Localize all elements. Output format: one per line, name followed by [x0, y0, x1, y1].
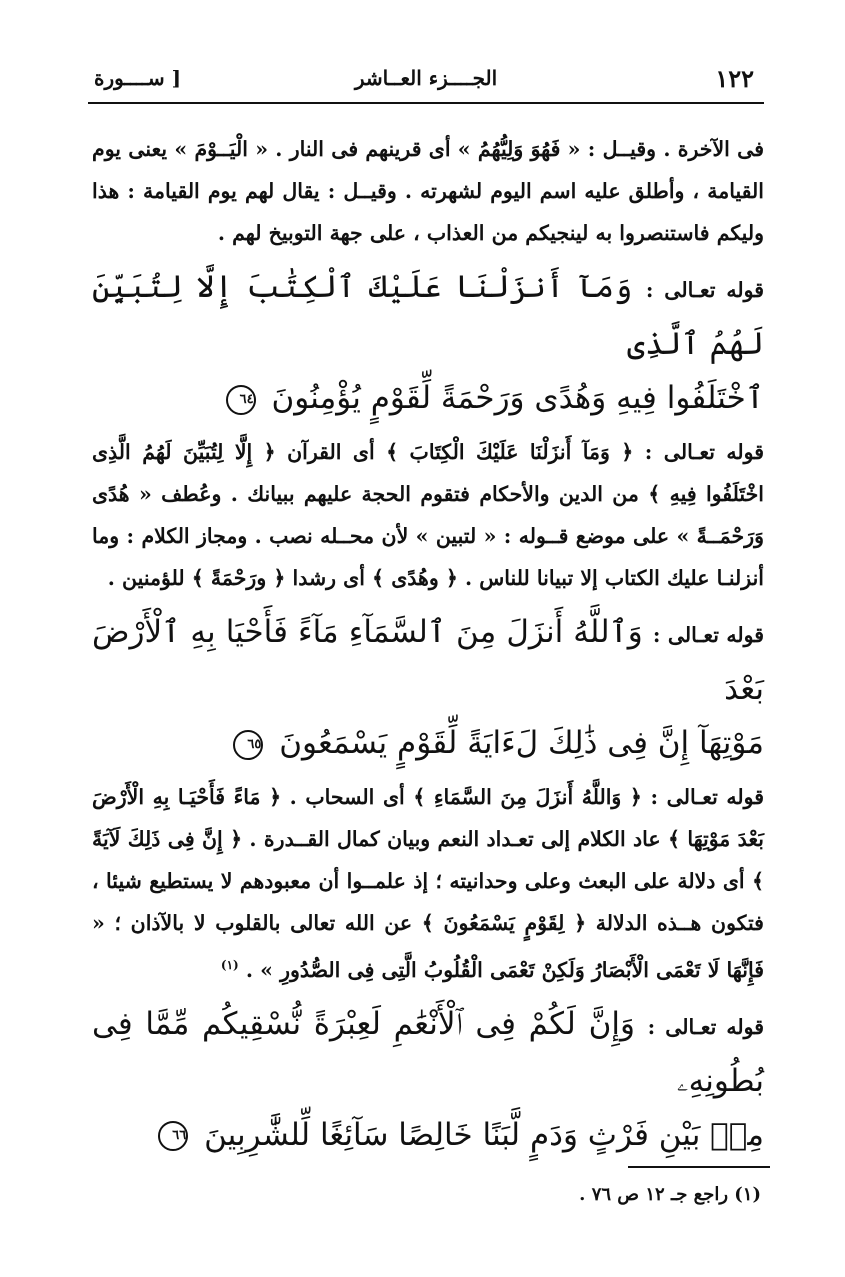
surah-label: [ ســــورة — [94, 66, 182, 90]
verse-text: وَإِنَّ لَكُمْ فِى ٱلْأَنْعَٰمِ لَعِبْرَةً نُّسْقِيكُم مِّمَّا فِى بُطُونِهِۦ — [92, 1005, 764, 1099]
verse-text: وَمَآ أَنزَلْنَا عَلَيْكَ ٱلْكِتَٰبَ إِلَّا لِتُبَيِّنَ لَهُمُ ٱلَّذِى — [92, 269, 764, 362]
verse-66-line-1 — [92, 997, 764, 1108]
verse-number-marker: ٦٤ — [226, 385, 256, 415]
footnote: (١) راجع جـ ١٢ ص ٧٦ . — [579, 1184, 761, 1205]
verse-66 — [92, 997, 764, 1162]
page-header — [88, 62, 764, 104]
verse-65-line-1 — [92, 605, 764, 716]
commentary-paragraph-3 — [92, 776, 764, 991]
commentary-paragraph-1: فى الآخرة . وقيــل : « فَهُوَ وَلِيُّهُمُ » أى قرينهم فى النار . « الْيَــوْمَ » يعنى يوم القيامة ، وأطلق عليه اسم اليوم لشهرته . وقيــل : يقال لهم يوم القيامة : هذا وليكم فاستنصروا به لينجيكم من العذاب ، على جهة التوبيخ لهم . — [92, 137, 764, 245]
verse-number-marker: ٦٦ — [158, 1121, 188, 1151]
verse-text: مِنۢ بَيْنِ فَرْثٍ وَدَمٍ لَّبَنًا خَالِصًا سَآئِغًا لِّلشَّٰرِبِينَ — [204, 1116, 764, 1153]
verse-intro: قوله تعـالى : — [647, 1014, 765, 1039]
commentary-paragraph-2: قوله تعـالى : ﴿ وَمَآ أَنزَلْنَا عَلَيْكَ الْكِتَابَ ﴾ أى القرآن ﴿ إِلَّا لِتُبَيِّنَ لَهُمُ الَّذِى اخْتَلَفُوا فِيهِ ﴾ من الدين والأحكام فتقوم الحجة عليهم ببيانك . وعُطف « هُدًى وَرَحْمَــةً » على موضع قــوله : « لتبين » لأن محــله نصب . ومجاز الكلام : وما أنزلنـا عليك الكتاب إلا تبيانا للناس . ﴿ وهُدًى ﴾ أى رشدا ﴿ ورَحْمَةً ﴾ للؤمنين . — [92, 440, 764, 590]
verse-intro: قوله تعـالى : — [645, 278, 764, 302]
verse-66-line-2 — [92, 1108, 764, 1162]
verse-text: وَٱللَّهُ أَنزَلَ مِنَ ٱلسَّمَآءِ مَآءً فَأَحْيَا بِهِ ٱلْأَرْضَ بَعْدَ — [92, 614, 764, 707]
verse-text: مَوْتِهَآ إِنَّ فِى ذَٰلِكَ لَءَايَةً لِّقَوْمٍ يَسْمَعُونَ — [279, 725, 764, 761]
verse-65 — [92, 605, 764, 770]
page-body — [92, 128, 764, 1168]
verse-64-line-2 — [92, 371, 764, 425]
footnote-divider — [628, 1166, 770, 1168]
verse-64-line-1 — [92, 260, 764, 371]
commentary-text: قوله تعـالى : ﴿ وَاللَّهُ أَنزَلَ مِنَ السَّمَاءِ ﴾ أى السحاب . ﴿ مَاءً فَأَحْيَـا بِهِ الْأَرْضَ بَعْدَ مَوْتِهَا ﴾ عاد الكلام إلى تعـداد النعم وبيان كمال القــدرة . ﴿ إِنَّ فِى ذَلِكَ لَآيَةً ﴾ أى دلالة على البعث وعلى وحدانيته ؛ إذ علمــوا أن معبودهم لا يستطيع شيئا ، فتكون هــذه الدلالة ﴿ لِقَوْمٍ يَسْمَعُونَ ﴾ عن الله تعالى بالقلوب لا بالآذان ؛ « فَإِنَّهَا لَا تَعْمَى الْأَبْصَارُ وَلَكِنْ تَعْمَى الْقُلُوبُ الَّتِى فِى الصُّدُورِ » . — [92, 785, 764, 982]
verse-intro: قوله تعـالى : — [652, 623, 764, 647]
verse-number-marker: ٦٥ — [233, 730, 263, 760]
verse-text: ٱخْتَلَفُوا فِيهِ وَهُدًى وَرَحْمَةً لِّقَوْمٍ يُؤْمِنُونَ — [271, 380, 764, 416]
footnote-reference: (١) — [220, 958, 239, 972]
page-number: ١٢٢ — [715, 64, 754, 93]
verse-64 — [92, 260, 764, 425]
verse-65-line-2 — [92, 716, 764, 770]
running-title: الجــــزء العــاشر — [354, 66, 498, 90]
